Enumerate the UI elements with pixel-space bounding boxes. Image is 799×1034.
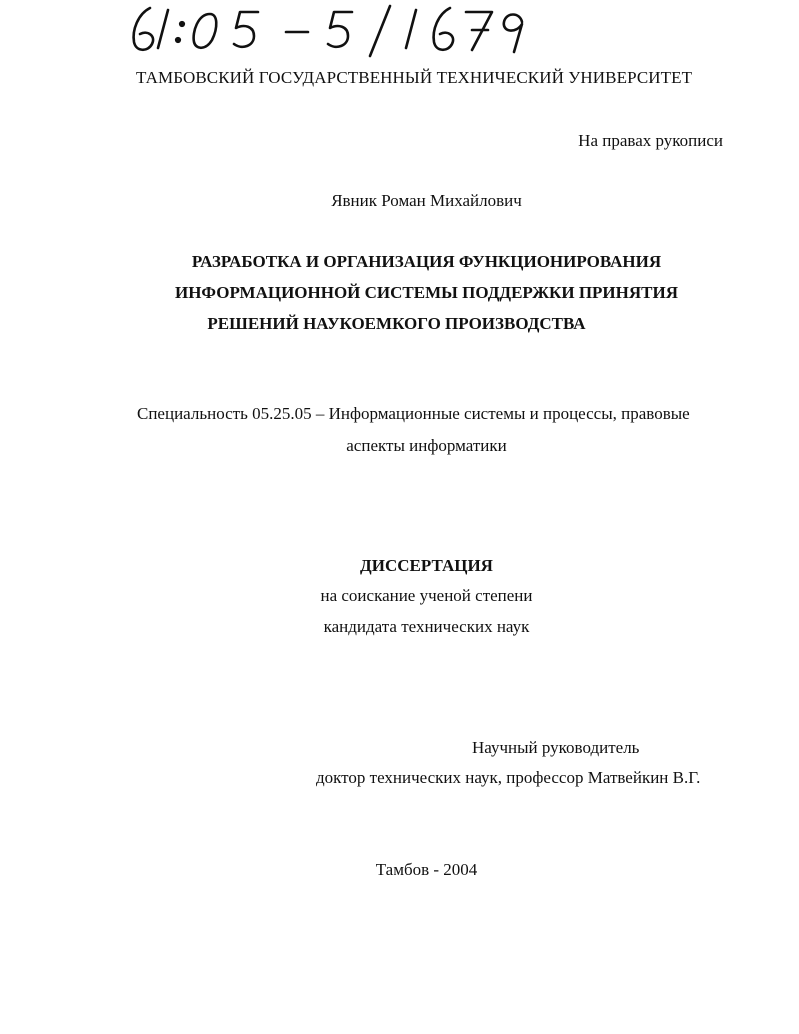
title-line-2: ИНФОРМАЦИОННОЙ СИСТЕМЫ ПОДДЕРЖКИ ПРИНЯТИЯ (174, 283, 678, 302)
title-line-1: РАЗРАБОТКА И ОРГАНИЗАЦИЯ ФУНКЦИОНИРОВАНИЯ (191, 252, 662, 271)
rights-note: На правах рукописи (578, 131, 723, 150)
supervisor-label: Научный руководитель (472, 738, 640, 757)
supervisor-name: доктор технических наук, профессор Матвейкин В.Г. (316, 768, 701, 787)
degree-line-2: кандидата технических наук (323, 617, 530, 636)
university-name: ТАМБОВСКИЙ ГОСУДАРСТВЕННЫЙ ТЕХНИЧЕСКИЙ УНИВЕРСИТЕТ (136, 68, 693, 87)
degree-line-1: на соискание ученой степени (320, 586, 533, 605)
specialty-line-2: аспекты информатики (346, 436, 507, 455)
city-year: Тамбов - 2004 (375, 860, 478, 879)
document-type: ДИССЕРТАЦИЯ (360, 556, 493, 575)
specialty-line-1: Специальность 05.25.05 – Информационные системы и процессы, правовые (137, 404, 690, 423)
handwritten-archive-number (128, 2, 548, 58)
title-line-3: РЕШЕНИЙ НАУКОЕМКОГО ПРОИЗВОДСТВА (207, 314, 586, 333)
author-name: Явник Роман Михайлович (331, 191, 522, 210)
